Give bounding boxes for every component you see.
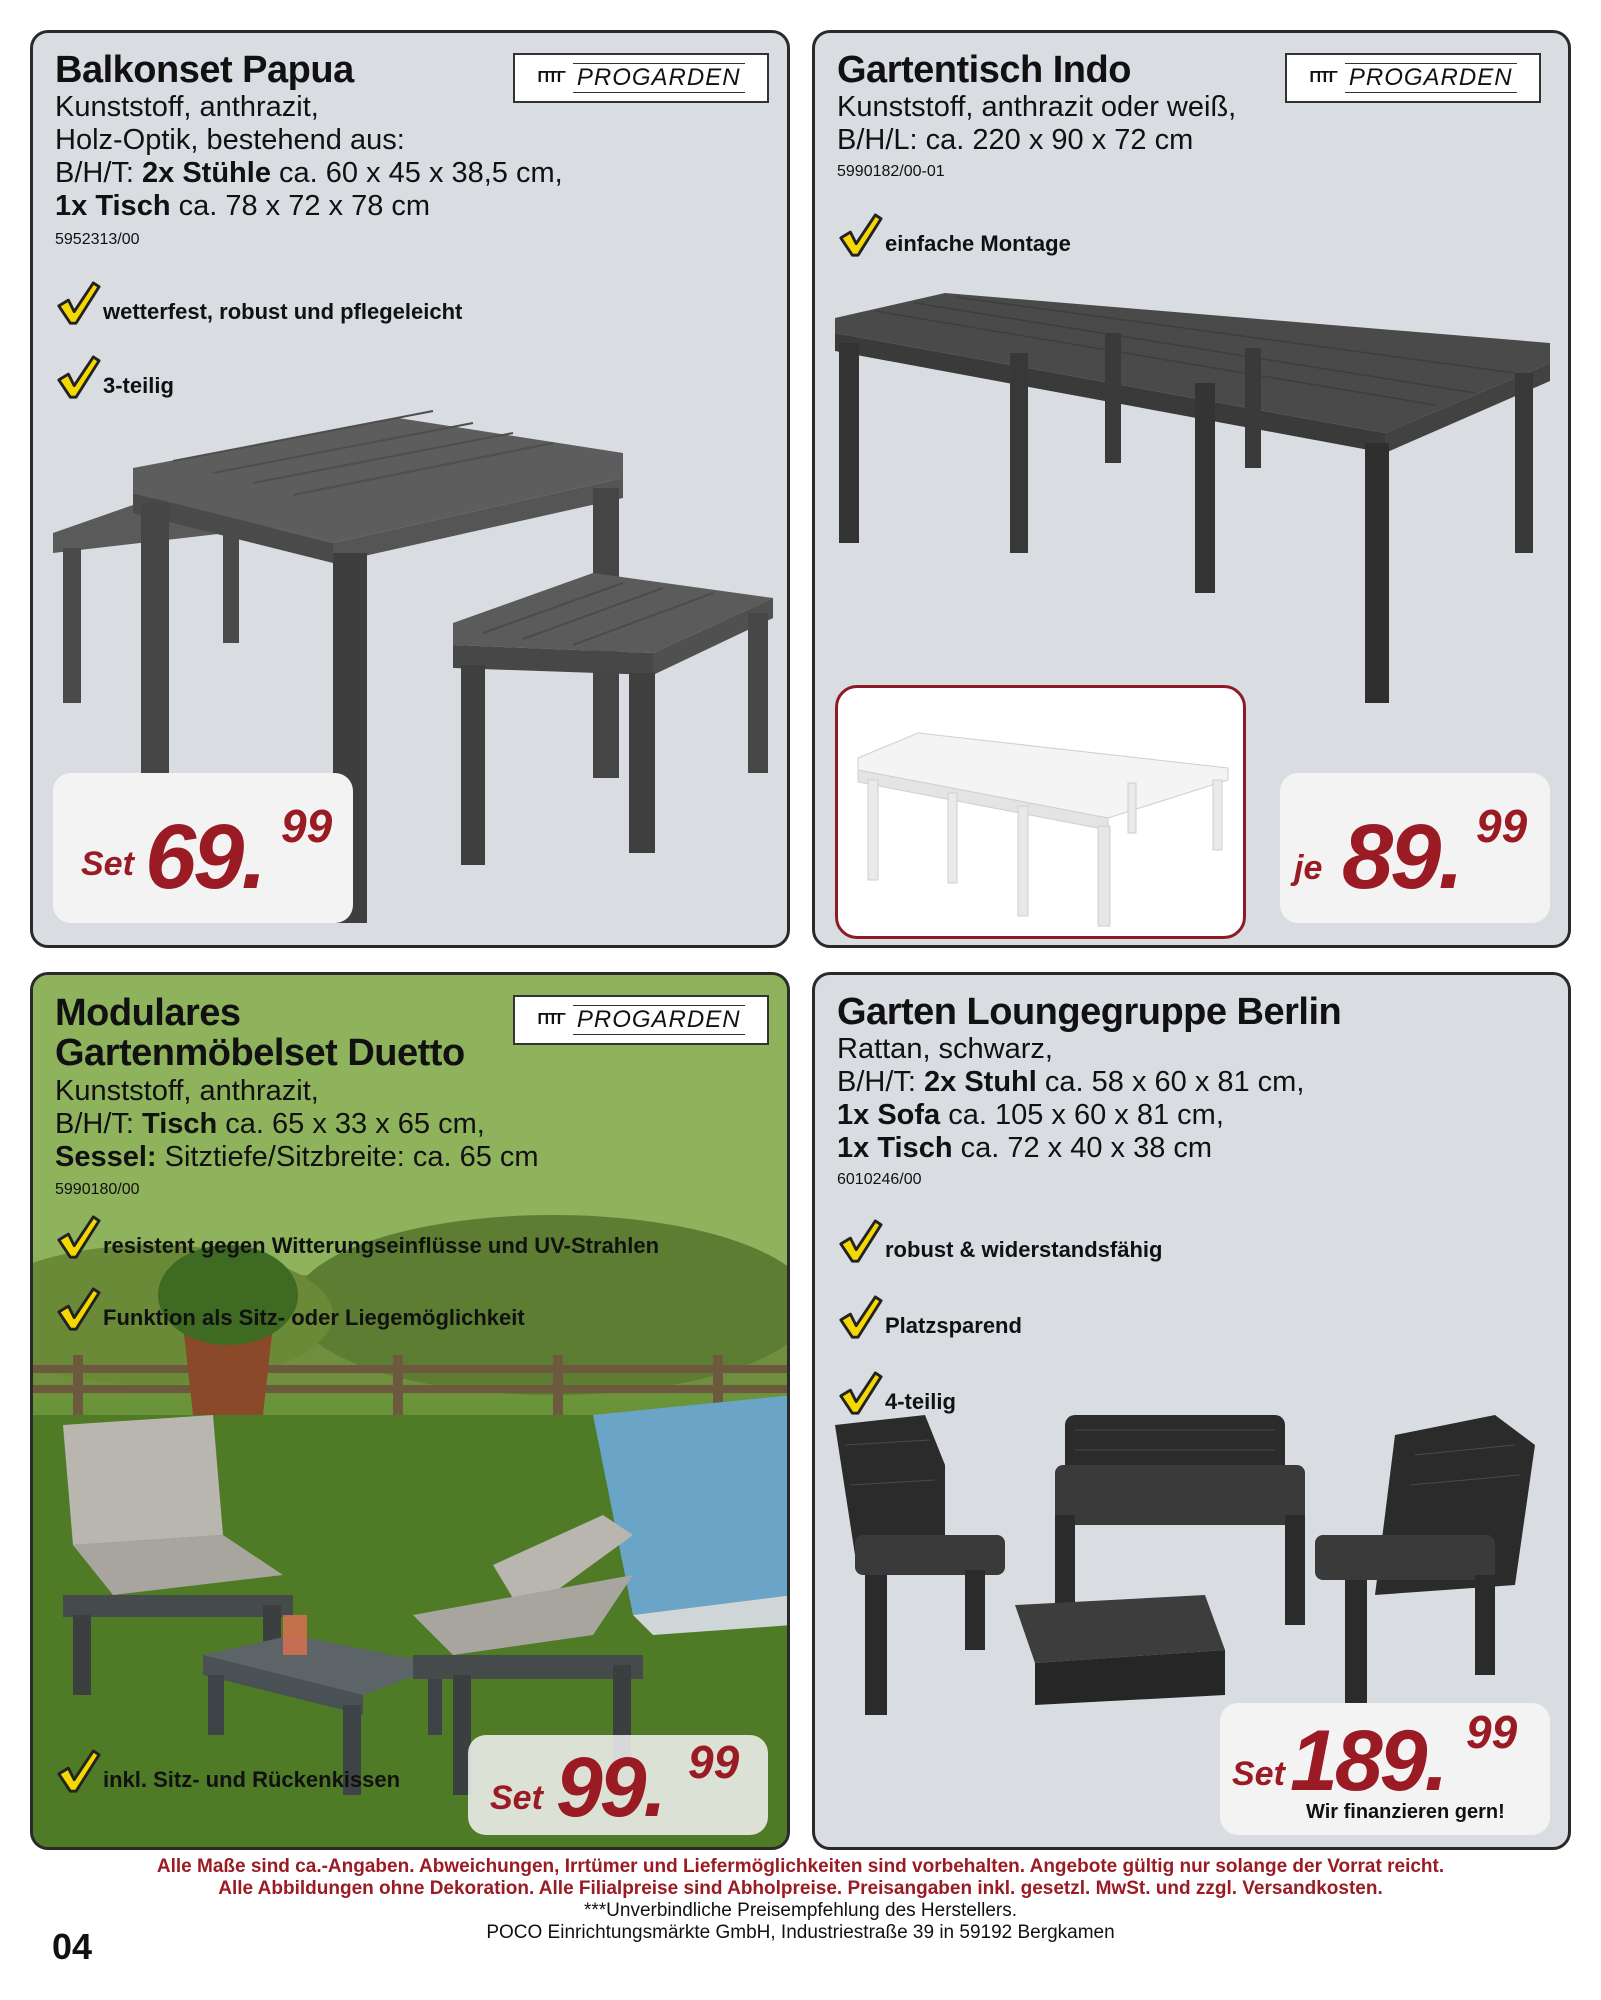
product-panel-duetto [30, 972, 790, 1850]
check-icon [837, 213, 883, 259]
check-icon [837, 1219, 883, 1265]
check-icon [55, 1215, 101, 1261]
progarden-logo-mark: ΠТГ [537, 1011, 565, 1028]
progarden-logo-text: PROGARDEN [1345, 63, 1517, 93]
article-number: 5990182/00-01 [837, 163, 945, 180]
dims-rest: ca. 65 x 33 x 65 cm, [217, 1108, 485, 1140]
finance-note: Wir finanzieren gern! [1306, 1801, 1505, 1823]
feature-text: 3-teilig [103, 373, 174, 398]
footer-line: POCO Einrichtungsmärkte GmbH, Industriestraße 39 in 59192 Bergkamen [486, 1922, 1115, 1943]
article-number: 6010246/00 [837, 1171, 922, 1188]
legal-footer [0, 1856, 1601, 1944]
dims-line [55, 1141, 539, 1174]
dims-prefix: B/H/T: [55, 1108, 143, 1140]
title-line: Modulares [55, 992, 241, 1034]
dims-rest: ca. 72 x 40 x 38 cm [952, 1132, 1213, 1164]
feature-item [55, 1287, 525, 1333]
price-cents: 99 [1466, 1706, 1518, 1758]
title-line: Gartenmöbelset Duetto [55, 1032, 465, 1074]
price-label: Set [490, 1779, 543, 1817]
dims-bold: 1x Tisch [837, 1132, 953, 1164]
feature-text: Platzsparend [885, 1313, 1022, 1338]
dims-rest: ca. 105 x 60 x 81 cm, [940, 1099, 1224, 1131]
check-icon [55, 281, 101, 327]
dims-line [55, 190, 563, 223]
price-main: 69. [145, 806, 264, 908]
product-panel-balkonset [30, 30, 790, 948]
gartentisch-image [815, 263, 1571, 723]
desc-line: Rattan, schwarz, [837, 1033, 1053, 1065]
desc-line: Kunststoff, anthrazit, [55, 1075, 319, 1107]
feature-text: einfache Montage [885, 231, 1071, 256]
progarden-logo-text: PROGARDEN [573, 1005, 745, 1035]
price-cents: 99 [281, 800, 333, 852]
article-number: 5990180/00 [55, 1181, 140, 1198]
dims-rest: Sitztiefe/Sitzbreite: ca. 65 cm [156, 1141, 539, 1173]
price-cents: 99 [688, 1736, 740, 1788]
feature-text: resistent gegen Witterungseinflüsse und UV-Strahlen [103, 1233, 660, 1258]
dims-line [55, 157, 563, 190]
feature-item [55, 1215, 659, 1261]
product-description [837, 1033, 1304, 1165]
desc-line: B/H/L: ca. 220 x 90 x 72 cm [837, 124, 1194, 156]
check-icon [837, 1295, 883, 1341]
dims-line [55, 1108, 539, 1141]
footer-line: Alle Abbildungen ohne Dekoration. Alle Filialpreise sind Abholpreise. Preisangaben inkl. gesetzl. MwSt. und zzgl. Versandkosten. [218, 1878, 1383, 1899]
dims-prefix: B/H/T: [837, 1066, 925, 1098]
dims-rest: ca. 60 x 45 x 38,5 cm, [270, 157, 563, 189]
product-panel-loungegruppe [812, 972, 1571, 1850]
product-title: Garten Loungegruppe Berlin [837, 991, 1342, 1033]
dims-bold: 2x Stuhl [924, 1066, 1037, 1098]
check-icon [55, 1287, 101, 1333]
price-label: Set [1232, 1755, 1285, 1793]
feature-text: wetterfest, robust und pflegeleicht [103, 299, 463, 324]
desc-line: Kunststoff, anthrazit oder weiß, [837, 91, 1237, 123]
feature-text: Funktion als Sitz- oder Liegemöglichkeit [103, 1305, 525, 1330]
product-description [837, 91, 1236, 157]
product-title: Gartentisch Indo [837, 49, 1131, 91]
page-number: 04 [52, 1926, 93, 1967]
dims-rest: ca. 78 x 72 x 78 cm [170, 190, 431, 222]
progarden-logo [1285, 53, 1541, 103]
progarden-logo-mark: ΠТГ [537, 69, 565, 86]
product-title [55, 993, 465, 1073]
feature-text: inkl. Sitz- und Rückenkissen [103, 1767, 401, 1792]
feature-text: 4-teilig [885, 1389, 956, 1414]
price-main: 89. [1342, 806, 1461, 908]
white-table-image [838, 688, 1243, 936]
price-main: 99. [556, 1740, 664, 1834]
dims-bold: 1x Sofa [837, 1099, 941, 1131]
progarden-logo-text: PROGARDEN [573, 63, 745, 93]
footer-line: Alle Maße sind ca.-Angaben. Abweichungen, Irrtümer und Liefermöglichkeiten sind vorbehalten. Angebote gültig nur solange der Vorrat reicht. [156, 1856, 1445, 1877]
product-description [55, 1075, 539, 1174]
price-cents: 99 [1476, 800, 1528, 852]
dims-rest: ca. 58 x 60 x 81 cm, [1036, 1066, 1305, 1098]
dims-bold: Tisch [142, 1108, 218, 1140]
product-description [55, 91, 563, 223]
product-title: Balkonset Papua [55, 49, 354, 91]
white-variant-inset [835, 685, 1246, 939]
price-box [1220, 1703, 1550, 1835]
price-label: Set [81, 845, 134, 883]
loungegruppe-image [815, 1405, 1571, 1725]
price-label: je [1294, 849, 1323, 887]
dims-bold: 2x Stühle [142, 157, 271, 189]
desc-line: Holz-Optik, bestehend aus: [55, 124, 405, 156]
footer-line: ***Unverbindliche Preisempfehlung des Herstellers. [584, 1900, 1017, 1921]
feature-item [837, 1295, 1022, 1341]
dims-line [837, 1099, 1304, 1132]
feature-text: robust & widerstandsfähig [885, 1237, 1163, 1262]
price-box [53, 773, 353, 923]
product-panel-gartentisch [812, 30, 1571, 948]
dims-line [837, 1132, 1304, 1165]
dims-bold: Sessel: [55, 1141, 157, 1173]
article-number: 5952313/00 [55, 231, 140, 248]
price-box [1280, 773, 1550, 923]
progarden-logo [513, 995, 769, 1045]
dims-prefix: B/H/T: [55, 157, 143, 189]
feature-item [55, 281, 462, 327]
dims-bold: 1x Tisch [55, 190, 171, 222]
progarden-logo-mark: ΠТГ [1309, 69, 1337, 86]
price-box [468, 1735, 768, 1835]
feature-item [837, 1219, 1162, 1265]
desc-line: Kunststoff, anthrazit, [55, 91, 319, 123]
check-icon [55, 1749, 101, 1795]
price-main: 189. [1290, 1713, 1446, 1809]
feature-item [55, 1749, 400, 1795]
dims-line [837, 1066, 1304, 1099]
feature-item [837, 213, 1071, 259]
